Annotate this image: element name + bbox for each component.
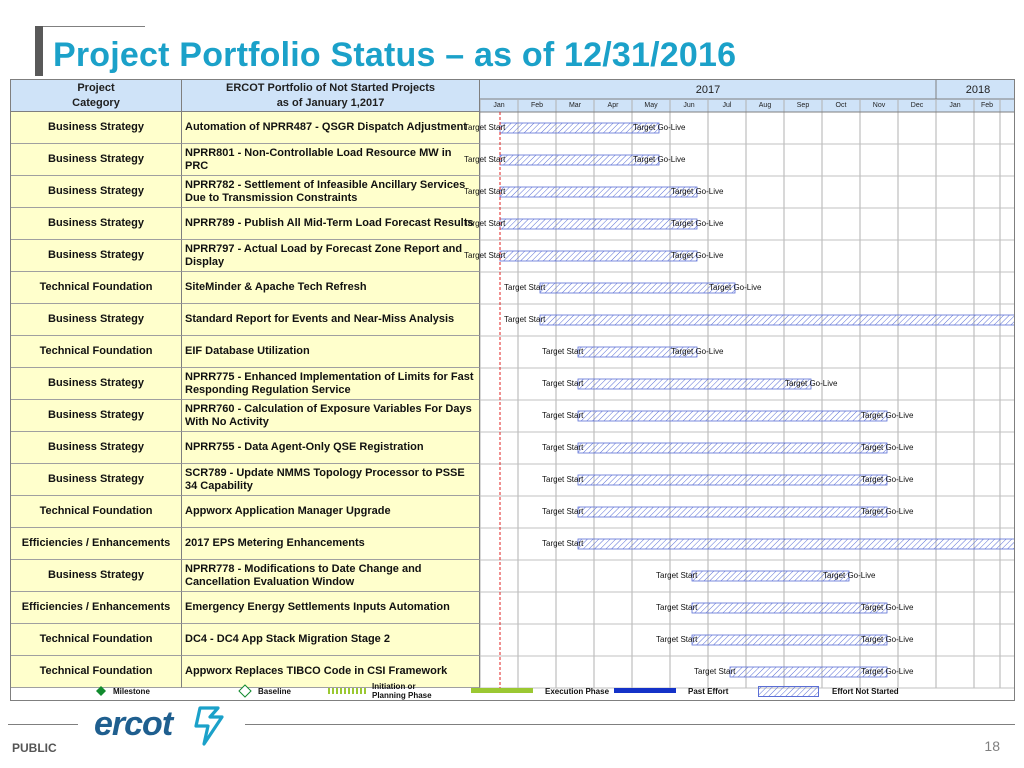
project-category-cell: Technical Foundation (11, 496, 182, 528)
table-row (11, 112, 1015, 144)
project-name-cell: Automation of NPRR487 - QSGR Dispatch Adjustment (182, 112, 480, 144)
project-category-cell: Technical Foundation (11, 336, 182, 368)
legend-initiation-text (372, 682, 432, 700)
legend-milestone (95, 681, 150, 701)
month-label: Jul (722, 102, 732, 109)
target-start-label: Target Start (694, 667, 736, 676)
legend-milestone-label: Milestone (113, 686, 150, 696)
footer-line-left (8, 724, 78, 725)
milestone-diamond-icon (95, 685, 107, 697)
legend-past-effort (614, 681, 728, 701)
month-label: Feb (980, 102, 994, 109)
target-start-label: Target Start (656, 603, 698, 612)
project-category-cell: Efficiencies / Enhancements (11, 592, 182, 624)
project-name-cell: DC4 - DC4 App Stack Migration Stage 2 (182, 624, 480, 656)
target-start-label: Target Start (504, 283, 546, 292)
project-category-cell: Business Strategy (11, 240, 182, 272)
legend-execution-label: Execution Phase (545, 686, 610, 696)
target-go-live-label: Target Go-Live (861, 411, 914, 420)
table-row (11, 240, 1015, 272)
slide-title: Project Portfolio Status – as of 12/31/2016 (53, 36, 737, 74)
project-name-cell: SiteMinder & Apache Tech Refresh (182, 272, 480, 304)
header-category-line1: Project (77, 81, 115, 94)
project-category-cell: Business Strategy (11, 464, 182, 496)
project-name-cell: NPRR797 - Actual Load by Forecast Zone Report and Display (182, 240, 480, 272)
project-name-cell: 2017 EPS Metering Enhancements (182, 528, 480, 560)
month-label: Dec (910, 102, 924, 109)
month-label: Sep (796, 102, 810, 109)
month-label: Feb (530, 102, 544, 109)
target-start-label: Target Start (656, 571, 698, 580)
target-go-live-label: Target Go-Live (861, 667, 914, 676)
project-name-cell: NPRR801 - Non-Controllable Load Resource MW in PRC (182, 144, 480, 176)
logo-wordmark: ercot (94, 705, 173, 743)
header-portfolio-line1: ERCOT Portfolio of Not Started Projects (225, 81, 435, 94)
month-label: Apr (607, 102, 619, 109)
target-go-live-label: Target Go-Live (633, 123, 686, 132)
baseline-diamond-icon (238, 684, 252, 698)
project-category-cell: Business Strategy (11, 304, 182, 336)
project-name-cell: NPRR760 - Calculation of Exposure Variables For Days With No Activity (182, 400, 480, 432)
month-label: Oct (835, 102, 847, 109)
page-number: 18 (984, 738, 1000, 754)
project-name-cell: NPRR775 - Enhanced Implementation of Limits for Fast Responding Regulation Service (182, 368, 480, 400)
project-category-cell: Business Strategy (11, 368, 182, 400)
project-name-cell: Appworx Replaces TIBCO Code in CSI Framework (182, 656, 480, 688)
target-start-label: Target Start (542, 475, 584, 484)
table-row (11, 336, 1015, 368)
execution-swatch-icon (471, 687, 537, 695)
legend-baseline (238, 681, 291, 701)
project-name-cell: SCR789 - Update NMMS Topology Processor to PSSE 34 Capability (182, 464, 480, 496)
gantt-chart (10, 79, 1015, 701)
target-start-label: Target Start (542, 443, 584, 452)
target-go-live-label: Target Go-Live (671, 219, 724, 228)
month-label: Jun (683, 102, 695, 109)
legend (10, 681, 1015, 701)
legend-baseline-label: Baseline (258, 686, 291, 696)
target-start-label: Target Start (464, 123, 506, 132)
project-category-cell: Business Strategy (11, 208, 182, 240)
month-label: Nov (872, 102, 886, 109)
table-row (11, 368, 1015, 400)
not-started-swatch-icon (758, 684, 824, 698)
project-category-cell: Business Strategy (11, 144, 182, 176)
project-category-cell: Business Strategy (11, 560, 182, 592)
project-category-cell: Business Strategy (11, 400, 182, 432)
target-start-label: Target Start (656, 635, 698, 644)
project-category-cell: Technical Foundation (11, 656, 182, 688)
project-name-cell: NPRR778 - Modifications to Date Change and Cancellation Evaluation Window (182, 560, 480, 592)
target-start-label: Target Start (464, 251, 506, 260)
target-go-live-label: Target Go-Live (709, 283, 762, 292)
project-name-cell: NPRR782 - Settlement of Infeasible Ancillary Services Due to Transmission Constraints (182, 176, 480, 208)
project-category-cell: Business Strategy (11, 432, 182, 464)
month-label: Jan (493, 102, 505, 109)
target-go-live-label: Target Go-Live (633, 155, 686, 164)
header-category-line2: Category (72, 96, 120, 109)
title-accent-bar (35, 26, 43, 76)
month-label: May (644, 102, 658, 109)
month-label: Mar (568, 102, 582, 109)
target-go-live-label: Target Go-Live (861, 443, 914, 452)
footer-line-right (245, 724, 1015, 725)
header-portfolio (182, 80, 480, 112)
target-go-live-label: Target Go-Live (861, 475, 914, 484)
target-start-label: Target Start (542, 539, 584, 548)
project-category-cell: Business Strategy (11, 176, 182, 208)
header-project-category (11, 80, 182, 112)
project-category-cell: Technical Foundation (11, 272, 182, 304)
project-category-cell: Business Strategy (11, 112, 182, 144)
year-label-2017: 2017 (695, 84, 721, 96)
legend-initiation-line2: Planning Phase (372, 691, 432, 700)
project-name-cell: Appworx Application Manager Upgrade (182, 496, 480, 528)
target-go-live-label: Target Go-Live (671, 187, 724, 196)
footer-public-label: PUBLIC (12, 741, 57, 755)
target-start-label: Target Start (464, 155, 506, 164)
legend-past-effort-label: Past Effort (688, 686, 729, 696)
target-go-live-label: Target Go-Live (861, 635, 914, 644)
month-label: Jan (949, 102, 961, 109)
project-name-cell: Emergency Energy Settlements Inputs Automation (182, 592, 480, 624)
table-row (11, 528, 1015, 560)
project-category-cell: Technical Foundation (11, 624, 182, 656)
target-start-label: Target Start (542, 507, 584, 516)
target-go-live-label: Target Go-Live (861, 507, 914, 516)
legend-not-started (758, 681, 899, 701)
target-start-label: Target Start (542, 379, 584, 388)
target-go-live-label: Target Go-Live (861, 603, 914, 612)
target-start-label: Target Start (542, 347, 584, 356)
header-portfolio-line2: as of January 1,2017 (276, 96, 385, 109)
project-name-cell: EIF Database Utilization (182, 336, 480, 368)
legend-not-started-label: Effort Not Started (832, 686, 899, 696)
target-go-live-label: Target Go-Live (823, 571, 876, 580)
table-row (11, 176, 1015, 208)
month-label: Aug (758, 102, 772, 109)
legend-initiation (328, 681, 432, 701)
table-row (11, 144, 1015, 176)
project-category-cell: Efficiencies / Enhancements (11, 528, 182, 560)
target-go-live-label: Target Go-Live (785, 379, 838, 388)
target-start-label: Target Start (504, 315, 546, 324)
legend-initiation-line1: Initiation or (372, 682, 416, 691)
target-start-label: Target Start (542, 411, 584, 420)
target-go-live-label: Target Go-Live (671, 251, 724, 260)
year-label-2018: 2018 (965, 84, 991, 96)
table-row (11, 208, 1015, 240)
title-accent-line (43, 26, 145, 27)
project-name-cell: NPRR789 - Publish All Mid-Term Load Forecast Results (182, 208, 480, 240)
ercot-logo-icon (92, 704, 232, 750)
target-go-live-label: Target Go-Live (671, 347, 724, 356)
project-name-cell: NPRR755 - Data Agent-Only QSE Registration (182, 432, 480, 464)
legend-execution (471, 681, 609, 701)
target-start-label: Target Start (464, 219, 506, 228)
project-name-cell: Standard Report for Events and Near-Miss Analysis (182, 304, 480, 336)
past-effort-swatch-icon (614, 687, 680, 695)
target-start-label: Target Start (464, 187, 506, 196)
